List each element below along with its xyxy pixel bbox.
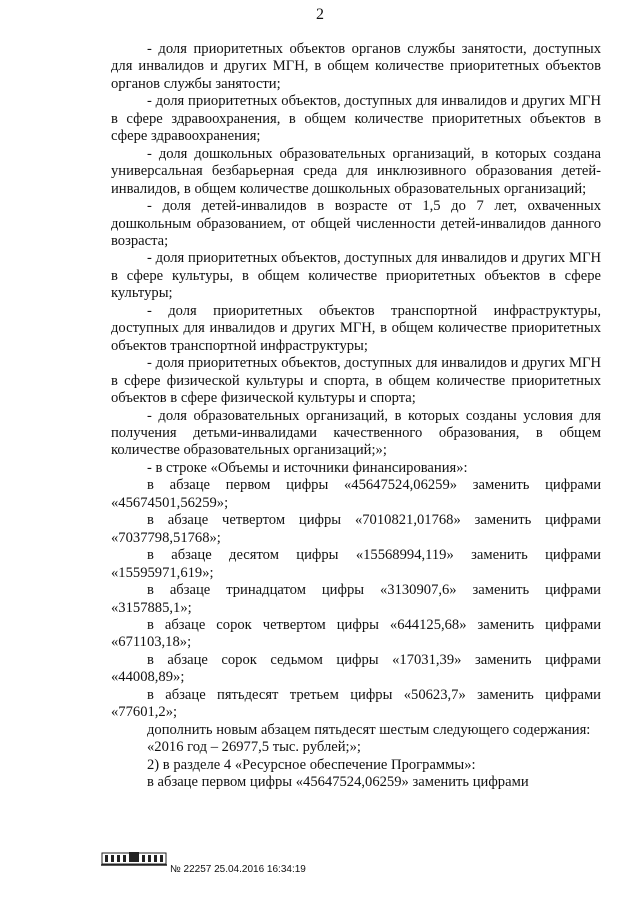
paragraph: в абзаце десятом цифры «15568994,119» заменить цифрами «15595971,619»;	[111, 547, 601, 581]
paragraph: дополнить новым абзацем пятьдесят шестым следующего содержания:	[147, 721, 591, 738]
paragraph: - доля приоритетных объектов органов службы занятости, доступных для инвалидов и других МГН, в общем количестве приоритетных объектов органов службы занятости;	[111, 41, 601, 92]
paragraph: - доля образовательных организаций, в которых созданы условия для получения детьми-инвалидами качественного образования, в общем количестве образовательных организаций;»;	[111, 407, 601, 459]
paragraph: в абзаце тринадцатом цифры «3130907,6» заменить цифрами «3157885,1»;	[111, 582, 601, 616]
registration-stamp: № 22257 25.04.2016 16:34:19	[170, 864, 306, 875]
building-seal-icon	[101, 849, 167, 867]
paragraph: 2) в разделе 4 «Ресурсное обеспечение Программы»:	[147, 756, 476, 773]
paragraph: в абзаце пятьдесят третьем цифры «50623,7» заменить цифрами «77601,2»;	[111, 686, 601, 721]
paragraph: - доля приоритетных объектов, доступных для инвалидов и других МГН в сфере здравоохранения, в общем количестве приоритетных объектов в сфере здравоохранения;	[111, 93, 601, 145]
paragraph: - доля приоритетных объектов, доступных для инвалидов и других МГН в сфере культуры, в общем количестве приоритетных объектов в сфере культуры;	[111, 250, 601, 302]
paragraph: - в строке «Объемы и источники финансирования»:	[147, 459, 468, 476]
paragraph: в абзаце первом цифры «45647524,06259» заменить цифрами	[147, 774, 529, 791]
paragraph: - доля детей-инвалидов в возрасте от 1,5 до 7 лет, охваченных дошкольным образованием, от общей численности детей-инвалидов данного возраста;	[111, 198, 601, 249]
paragraph: в абзаце четвертом цифры «7010821,01768» заменить цифрами «7037798,51768»;	[111, 512, 601, 546]
paragraph: - доля дошкольных образовательных организаций, в которых создана универсальная безбарьерная среда для инклюзивного образования детей-инвалидов, в общем количестве дошкольных образовательных организаций;	[111, 145, 601, 197]
page-number: 2	[316, 6, 324, 23]
paragraph: «2016 год – 26977,5 тыс. рублей;»;	[147, 739, 361, 756]
paragraph: в абзаце сорок седьмом цифры «17031,39» заменить цифрами «44008,89»;	[111, 651, 601, 686]
document-body	[111, 41, 601, 791]
paragraph: в абзаце сорок четвертом цифры «644125,68» заменить цифрами «671103,18»;	[111, 616, 601, 651]
paragraph: в абзаце первом цифры «45647524,06259» заменить цифрами «45674501,56259»;	[111, 477, 601, 511]
paragraph: - доля приоритетных объектов, доступных для инвалидов и других МГН в сфере физической культуры и спорта, в общем количестве приоритетных объектов в сфере физической культуры и спорта;	[111, 355, 601, 407]
paragraph: - доля приоритетных объектов транспортной инфраструктуры, доступных для инвалидов и других МГН, в общем количестве приоритетных объектов транспортной инфраструктуры;	[111, 302, 601, 354]
